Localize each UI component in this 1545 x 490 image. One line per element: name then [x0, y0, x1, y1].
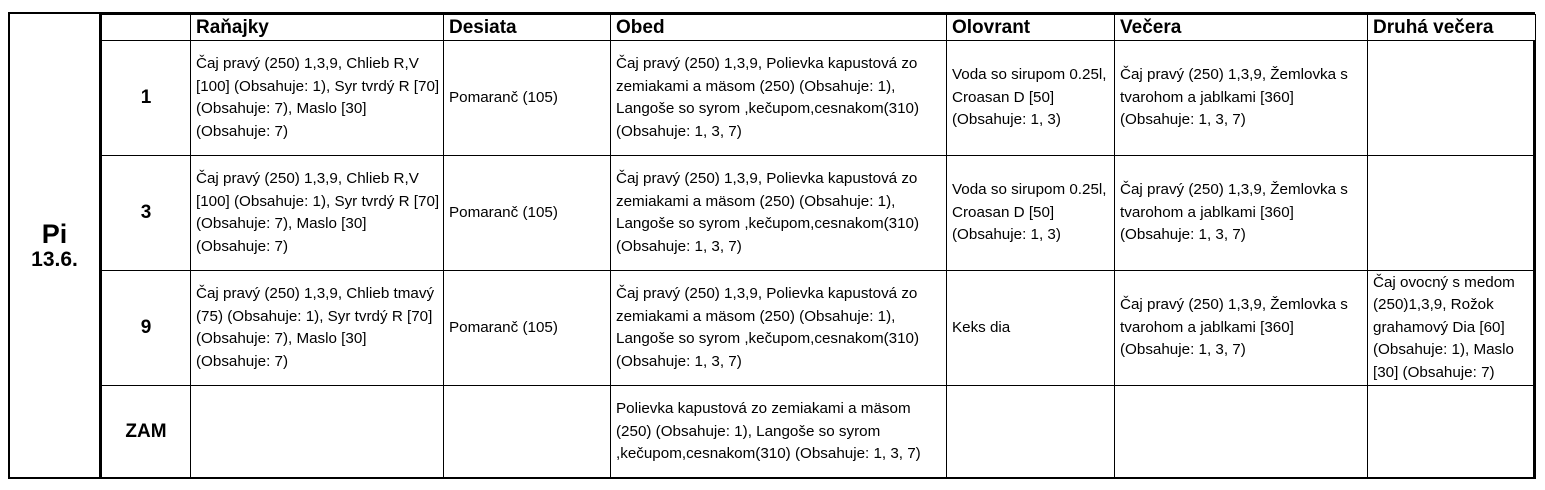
day-date: 13.6. — [31, 247, 78, 271]
table-row — [102, 386, 1536, 479]
day-name: Pi — [41, 218, 68, 249]
druha-vecera-cell — [1368, 156, 1536, 271]
table-row — [102, 41, 1536, 156]
druha-vecera-cell: Čaj ovocný s medom (250)1,3,9, Rožok grahamový Dia [60] (Obsahuje: 1), Maslo [30] (Obsahuje: 7) — [1368, 271, 1536, 386]
menu-table — [101, 14, 1536, 479]
ranajky-cell — [191, 386, 444, 479]
olovrant-cell: Voda so sirupom 0.25l, Croasan D [50] (Obsahuje: 1, 3) — [947, 156, 1115, 271]
vecera-cell: Čaj pravý (250) 1,3,9, Žemlovka s tvarohom a jablkami [360] (Obsahuje: 1, 3, 7) — [1115, 41, 1368, 156]
diet-label: 1 — [102, 41, 191, 156]
ranajky-cell: Čaj pravý (250) 1,3,9, Chlieb R,V [100] (Obsahuje: 1), Syr tvrdý R [70] (Obsahuje: 7), Maslo [30] (Obsahuje: 7) — [191, 41, 444, 156]
header-olovrant: Olovrant — [947, 15, 1115, 41]
menu-frame — [8, 12, 1535, 479]
druha-vecera-cell — [1368, 41, 1536, 156]
desiata-cell: Pomaranč (105) — [444, 271, 611, 386]
header-row — [102, 15, 1536, 41]
diet-label: ZAM — [102, 386, 191, 479]
vecera-cell: Čaj pravý (250) 1,3,9, Žemlovka s tvarohom a jablkami [360] (Obsahuje: 1, 3, 7) — [1115, 156, 1368, 271]
header-diet-cell — [102, 15, 191, 41]
desiata-cell — [444, 386, 611, 479]
table-row — [102, 156, 1536, 271]
diet-label: 9 — [102, 271, 191, 386]
header-desiata: Desiata — [444, 15, 611, 41]
ranajky-cell: Čaj pravý (250) 1,3,9, Chlieb R,V [100] (Obsahuje: 1), Syr tvrdý R [70] (Obsahuje: 7), Maslo [30] (Obsahuje: 7) — [191, 156, 444, 271]
druha-vecera-cell — [1368, 386, 1536, 479]
obed-cell: Čaj pravý (250) 1,3,9, Polievka kapustová zo zemiakami a mäsom (250) (Obsahuje: 1), Langoše so syrom ,kečupom,cesnakom(310) (Obsahuje: 1, 3, 7) — [611, 271, 947, 386]
olovrant-cell — [947, 386, 1115, 479]
desiata-cell: Pomaranč (105) — [444, 156, 611, 271]
table-row — [102, 271, 1536, 386]
day-cell — [10, 14, 101, 477]
obed-cell: Polievka kapustová zo zemiakami a mäsom (250) (Obsahuje: 1), Langoše so syrom ,kečupom,cesnakom(310) (Obsahuje: 1, 3, 7) — [611, 386, 947, 479]
ranajky-cell: Čaj pravý (250) 1,3,9, Chlieb tmavý (75) (Obsahuje: 1), Syr tvrdý R [70] (Obsahuje: 7), Maslo [30] (Obsahuje: 7) — [191, 271, 444, 386]
olovrant-cell: Keks dia — [947, 271, 1115, 386]
vecera-cell — [1115, 386, 1368, 479]
header-vecera: Večera — [1115, 15, 1368, 41]
header-druha-vecera: Druhá večera — [1368, 15, 1536, 41]
desiata-cell: Pomaranč (105) — [444, 41, 611, 156]
olovrant-cell: Voda so sirupom 0.25l, Croasan D [50] (Obsahuje: 1, 3) — [947, 41, 1115, 156]
vecera-cell: Čaj pravý (250) 1,3,9, Žemlovka s tvarohom a jablkami [360] (Obsahuje: 1, 3, 7) — [1115, 271, 1368, 386]
header-ranajky: Raňajky — [191, 15, 444, 41]
obed-cell: Čaj pravý (250) 1,3,9, Polievka kapustová zo zemiakami a mäsom (250) (Obsahuje: 1), Langoše so syrom ,kečupom,cesnakom(310) (Obsahuje: 1, 3, 7) — [611, 156, 947, 271]
obed-cell: Čaj pravý (250) 1,3,9, Polievka kapustová zo zemiakami a mäsom (250) (Obsahuje: 1), Langoše so syrom ,kečupom,cesnakom(310) (Obsahuje: 1, 3, 7) — [611, 41, 947, 156]
header-obed: Obed — [611, 15, 947, 41]
diet-label: 3 — [102, 156, 191, 271]
